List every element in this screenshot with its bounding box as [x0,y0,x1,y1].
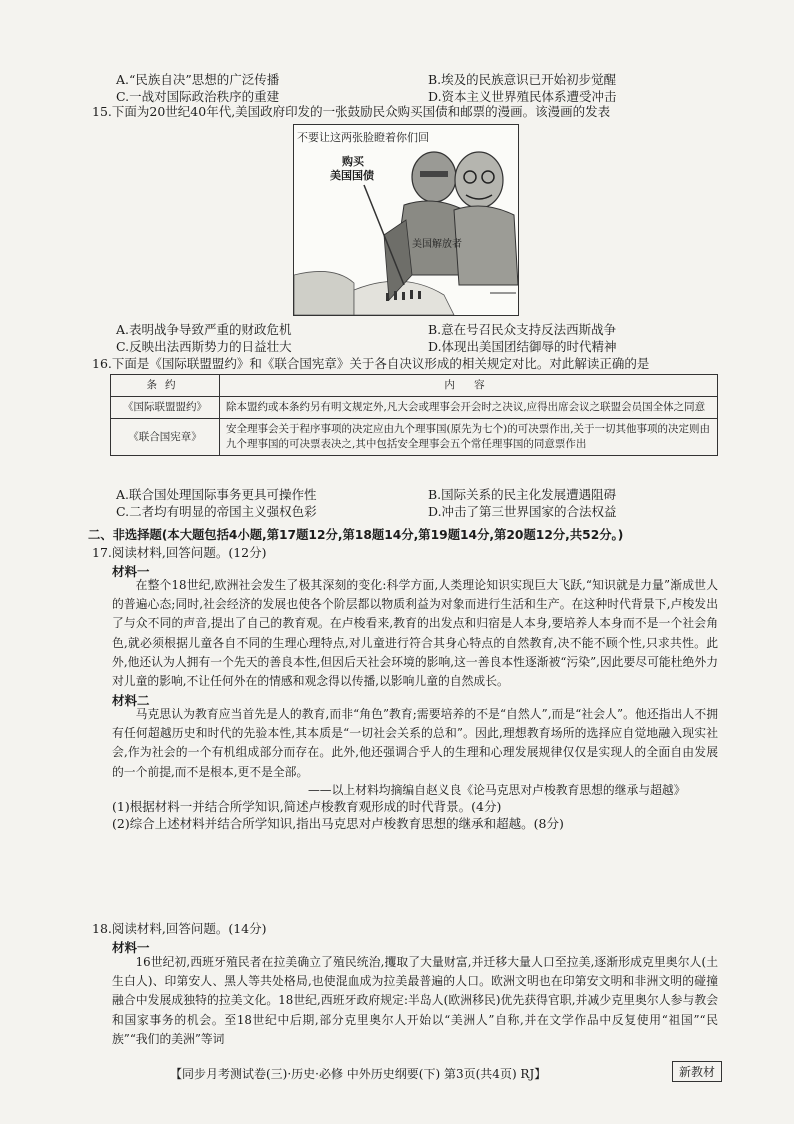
cartoon-text-bonds: 美国国债 [330,169,374,182]
q15-option-d: D.体现出美国团结御辱的时代精神 [428,339,617,354]
q14-option-c: C.一战对国际政治秩序的重建 [116,89,280,104]
q17-material1 [112,576,718,691]
q18-material1-label: 材料一 [112,940,150,955]
new-textbook-badge: 新教材 [672,1061,722,1082]
q17-source: ——以上材料均摘编自赵义良《论马克思对卢梭教育思想的继承与超越》 [308,783,686,797]
q15-option-a: A.表明战争导致严重的财政危机 [116,322,292,337]
q17-material2-text: 马克思认为教育应当首先是人的教育,而非“角色”教育;需要培养的不是“自然人”,而是“社会人”。他还指出人不拥有任何超越历史和时代的先验本性,其本质是“一切社会关系的总和”。因此,理想教育场所的选择应自觉地融入现实社会,作为社会的一个有机组成部分而存在。此外,他还强调合乎人的生理和心理发展规律仅仅是实现人的全面自由发展的一个前提,而不是根本,更不是全部。 [112,707,718,779]
q18-material1 [112,953,718,1049]
table-cell-content: 除本盟约或本条约另有明文规定外,凡大会或理事会开会时之决议,应得出席会议之联盟会员国全体之同意 [220,397,718,419]
q14-option-a: A.“民族自决”思想的广泛传播 [116,72,280,87]
q15-option-c: C.反映出法西斯势力的日益壮大 [116,339,292,354]
table-row [111,397,718,419]
section-title: 二、非选择题(本大题包括4小题,第17题12分,第18题14分,第19题14分,第20题12分,共52分。) [88,528,624,542]
q15-option-b: B.意在号召民众支持反法西斯战争 [428,322,617,337]
q17-stem: 17.阅读材料,回答问题。(12分) [92,545,267,560]
q14-option-d: D.资本主义世界殖民体系遭受冲击 [428,89,617,104]
cartoon-text-liberator: 美国解放者 [412,239,462,250]
q17-question-2: (2)综合上述材料并结合所学知识,指出马克思对卢梭教育思想的继承和超越。(8分) [112,816,564,831]
table-header-content: 内 容 [220,375,718,397]
table-header-row [111,375,718,397]
q16-comparison-table [110,374,718,456]
q16-option-c: C.二者均有明显的帝国主义强权色彩 [116,504,317,519]
q15-cartoon [293,124,519,316]
q17-material2 [112,705,718,782]
cartoon-text-buy: 购买 [342,155,364,168]
q16-option-d: D.冲击了第三世界国家的合法权益 [428,504,617,519]
page-footer: 【同步月考测试卷(三)·历史·必修 中外历史纲要(下) 第3页(共4页) RJ】 [170,1067,547,1081]
q17-material1-text: 在整个18世纪,欧洲社会发生了极其深刻的变化:科学方面,人类理论知识实现巨大飞跃,“知识就是力量”渐成世人的普遍心态;同时,社会经济的发展也使各个阶层都以物质利益为对象而进行生活和生产。在这种时代背景下,卢梭发出了与众不同的声音,提出了自己的教育观。在卢梭看来,教育的出发点和归宿是人本身,要培养人本身而不是一个社会角色,就必须根据儿童各自不同的生理心理特点,对儿童进行符合其身心特点的自然教育,决不能不顾个性,只求共性。此外,他还认为人拥有一个先天的善良本性,但因后天社会环境的影响,这一善良本性逐渐被“污染”,因此要尽可能杜绝外力对儿童的影响,不让任何外在的情感和观念得以传播,以影响儿童的自然成长。 [112,578,718,689]
q16-option-a: A.联合国处理国际事务更具可操作性 [116,487,317,502]
q17-material2-label: 材料二 [112,693,150,708]
table-cell-name: 《联合国宪章》 [111,419,220,456]
q18-stem: 18.阅读材料,回答问题。(14分) [92,921,267,936]
table-header-treaty: 条约 [111,375,220,397]
table-cell-name: 《国际联盟盟约》 [111,397,220,419]
q16-stem: 16.下面是《国际联盟盟约》和《联合国宪章》关于各自决议形成的相关规定对比。对此解读正确的是 [92,356,650,371]
table-row [111,419,718,456]
cartoon-caption: 不要让这两张脸瞪着你们回 [297,131,429,144]
cartoon-drawing [294,125,518,315]
q17-material1-label: 材料一 [112,564,150,579]
q14-option-b: B.埃及的民族意识已开始初步觉醒 [428,72,617,87]
table-cell-content: 安全理事会关于程序事项的决定应由九个理事国(原先为七个)的可决票作出,关于一切其他事项的决定则由九个理事国的可决票表决之,其中包括安全理事会五个常任理事国的同意票作出 [220,419,718,456]
q15-stem: 15.下面为20世纪40年代,美国政府印发的一张鼓励民众购买国债和邮票的漫画。该漫画的发表 [92,104,611,119]
q18-material1-text: 16世纪初,西班牙殖民者在拉美确立了殖民统治,攫取了大量财富,并迁移大量人口至拉美,逐渐形成克里奥尔人(土生白人)、印第安人、黑人等共处格局,也使混血成为拉美最普遍的人口。欧洲文明也在印第安文明和非洲文明的碰撞融合中发展成独特的拉美文化。18世纪,西班牙政府规定:半岛人(欧洲移民)优先获得官职,并减少克里奥尔人参与教会和国家事务的机会。至18世纪中后期,部分克里奥尔人开始以“美洲人”自称,并在文学作品中反复使用“祖国”“民族”“我们的美洲”等词 [112,955,718,1046]
q16-option-b: B.国际关系的民主化发展遭遇阻碍 [428,487,617,502]
q17-question-1: (1)根据材料一并结合所学知识,简述卢梭教育观形成的时代背景。(4分) [112,799,502,814]
